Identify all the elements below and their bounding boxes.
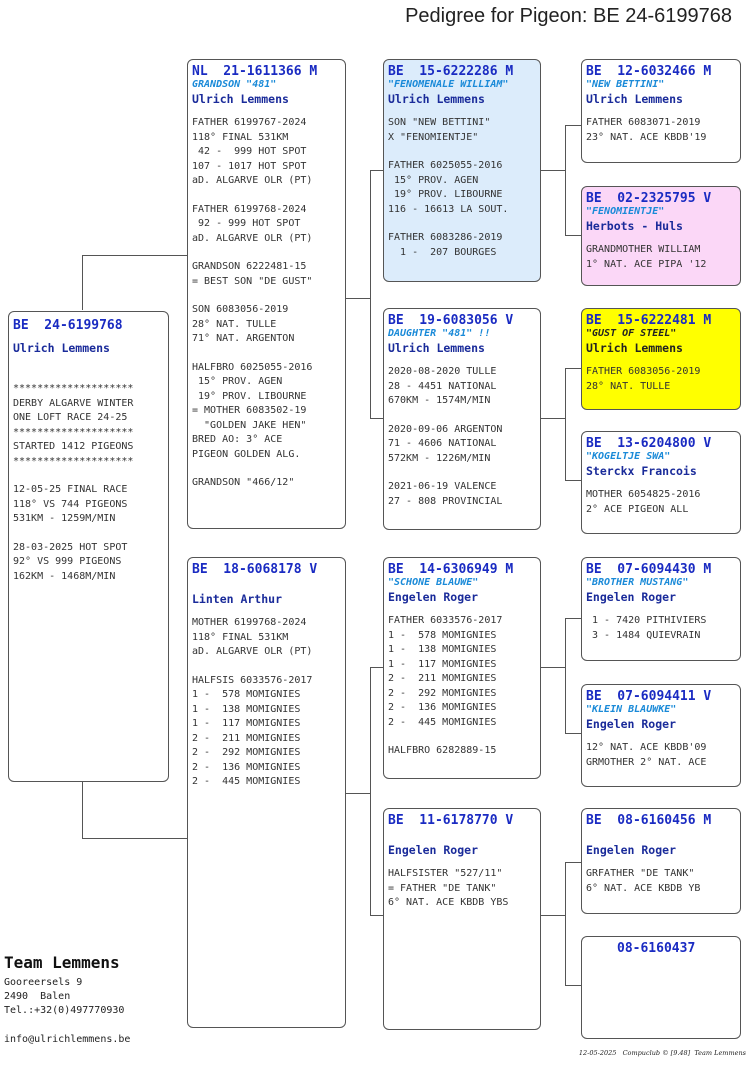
pedigree-card-paternal-grandmother[interactable]	[383, 308, 541, 530]
connector-line	[541, 667, 565, 668]
achievement-text: 12° NAT. ACE KBDB'09 GRMOTHER 2° NAT. ACE	[586, 742, 707, 768]
phone-number: Tel.:+32(0)497770930	[4, 1005, 125, 1016]
pigeon-nickname: "NEW BETTINI"	[586, 79, 665, 90]
achievement-text: GRFATHER "DE TANK" 6° NAT. ACE KBDB YB	[586, 868, 701, 894]
connector-line	[565, 862, 566, 985]
connector-line	[565, 480, 581, 481]
achievement-text: HALFSIS 6033576-2017 1 - 578 MOMIGNIES 1 - 138 MOMIGNIES 1 - 117 MOMIGNIES 2 - 211 MOMIGNIES 2 - 292 MOMIGNIES 2 - 136 MOMIGNIES 2 - 445 MOMIGNIES	[192, 674, 313, 787]
email-link[interactable]: info@ulrichlemmens.be	[4, 1034, 131, 1045]
connector-line	[565, 125, 581, 126]
pedigree-card-father[interactable]	[187, 59, 346, 529]
pedigree-card-great-grandmother-1[interactable]	[581, 186, 741, 286]
pigeon-nickname: "FENOMIENTJE"	[586, 206, 665, 217]
ring-number: BE 14-6306949 M	[388, 562, 514, 577]
breeder-name: Sterckx Francois	[586, 464, 697, 478]
connector-line	[346, 793, 370, 794]
achievement-text: HALFBRO 6282889-15	[388, 745, 497, 756]
print-credit: 12-05-2025 Compuclub © [9.48] Team Lemmens	[578, 1049, 746, 1057]
achievement-text: FATHER 6083286-2019 1 - 207 BOURGES	[388, 232, 503, 258]
connector-line	[565, 235, 581, 236]
achievement-text: 2020-09-06 ARGENTON 71 - 4606 NATIONAL 572KM - 1226M/MIN	[388, 423, 503, 464]
connector-line	[565, 368, 566, 480]
page-title: Pedigree for Pigeon: BE 24-6199768	[405, 5, 732, 27]
pedigree-card-great-grandmother-3[interactable]	[581, 684, 741, 787]
city-address: 2490 Balen	[4, 991, 71, 1002]
connector-line	[565, 985, 581, 986]
connector-line	[370, 915, 383, 916]
achievement-text: SON 6083056-2019 28° NAT. TULLE 71° NAT. ARGENTON	[192, 304, 295, 344]
connector-line	[370, 170, 383, 171]
achievement-text: HALFSISTER "527/11" = FATHER "DE TANK" 6° NAT. ACE KBDB YBS	[388, 868, 509, 908]
breeder-name: Ulrich Lemmens	[388, 92, 485, 106]
ring-number: BE 19-6083056 V	[388, 313, 514, 328]
breeder-name: Ulrich Lemmens	[13, 341, 110, 355]
ring-number: 08-6160437	[617, 941, 696, 956]
achievement-text: HALFBRO 6025055-2016 15° PROV. AGEN 19° PROV. LIBOURNE = MOTHER 6083502-19 "GOLDEN JAKE HEN" BRED AO: 3° ACE PIGEON GOLDEN ALG.	[192, 361, 313, 460]
ring-number: BE 07-6094430 M	[586, 562, 712, 577]
ring-number: BE 13-6204800 V	[586, 436, 712, 451]
breeder-name: Ulrich Lemmens	[586, 341, 683, 355]
achievement-text: 1 - 7420 PITHIVIERS 3 - 1484 QUIEVRAIN	[592, 615, 707, 641]
connector-line	[541, 418, 565, 419]
achievement-text: FATHER 6083071-2019 23° NAT. ACE KBDB'19	[586, 117, 707, 143]
breeder-name: Engelen Roger	[388, 843, 479, 857]
pedigree-card-great-grandfather-2[interactable]	[581, 308, 741, 410]
pigeon-nickname: GRANDSON "481"	[192, 79, 277, 90]
pigeon-nickname: DAUGHTER "481" !!	[388, 328, 491, 339]
breeder-name: Engelen Roger	[586, 843, 677, 857]
connector-line	[82, 255, 187, 256]
breeder-name: Ulrich Lemmens	[388, 341, 485, 355]
pigeon-nickname: "FENOMENALE WILLIAM"	[388, 79, 509, 90]
pedigree-card-great-grandmother-4[interactable]	[581, 936, 741, 1039]
pedigree-card-mother[interactable]	[187, 557, 346, 1028]
breeder-name: Linten Arthur	[192, 592, 283, 606]
connector-line	[370, 170, 371, 418]
ring-number: BE 18-6068178 V	[192, 562, 318, 577]
achievement-text: FATHER 6199768-2024 92 - 999 HOT SPOT aD. ALGARVE OLR (PT)	[192, 203, 313, 244]
pigeon-nickname: "GUST OF STEEL"	[586, 328, 677, 339]
achievement-text: 28-03-2025 HOT SPOT 92° VS 999 PIGEONS 162KM - 1468M/MIN	[13, 541, 128, 582]
connector-line	[370, 418, 383, 419]
ring-number: BE 15-6222481 M	[586, 313, 712, 328]
pedigree-card-subject[interactable]	[8, 311, 169, 782]
ring-number: BE 12-6032466 M	[586, 64, 712, 79]
connector-line	[370, 667, 371, 915]
street-address: Gooreersels 9	[4, 977, 83, 988]
achievement-text: GRANDMOTHER WILLIAM 1° NAT. ACE PIPA '12	[586, 244, 707, 270]
achievement-text: GRANDSON 6222481-15 = BEST SON "DE GUST"	[192, 261, 313, 287]
breeder-name: Engelen Roger	[586, 590, 677, 604]
achievement-text: FATHER 6033576-2017 1 - 578 MOMIGNIES 1 - 138 MOMIGNIES 1 - 117 MOMIGNIES 2 - 211 MOMIGNIES 2 - 292 MOMIGNIES 2 - 136 MOMIGNIES 2 - 445 MOMIGNIES	[388, 615, 503, 728]
pigeon-nickname: "BROTHER MUSTANG"	[586, 577, 689, 588]
connector-line	[565, 733, 581, 734]
connector-line	[541, 170, 565, 171]
pedigree-card-maternal-grandmother[interactable]	[383, 808, 541, 1030]
ring-number: BE 08-6160456 M	[586, 813, 712, 828]
achievement-text: SON "NEW BETTINI" X "FENOMIENTJE"	[388, 117, 491, 143]
pedigree-card-great-grandfather-1[interactable]	[581, 59, 741, 163]
connector-line	[82, 782, 83, 838]
connector-line	[565, 862, 581, 863]
breeder-name: Engelen Roger	[388, 590, 479, 604]
connector-line	[565, 618, 566, 733]
connector-line	[370, 667, 383, 668]
achievement-text: MOTHER 6054825-2016 2° ACE PIGEON ALL	[586, 489, 701, 515]
achievement-text: 12-05-25 FINAL RACE 118° VS 744 PIGEONS 531KM - 1259M/MIN	[13, 484, 128, 524]
achievement-text: FATHER 6083056-2019 28° NAT. TULLE	[586, 366, 701, 392]
team-name: Team Lemmens	[4, 953, 120, 972]
connector-line	[541, 915, 565, 916]
achievement-text: ******************** DERBY ALGARVE WINTER ONE LOFT RACE 24-25 ******************** STARTED 1412 PIGEONS ********************	[13, 383, 134, 467]
connector-line	[565, 368, 581, 369]
ring-number: BE 07-6094411 V	[586, 689, 712, 704]
pedigree-card-maternal-grandfather[interactable]	[383, 557, 541, 779]
breeder-name: Ulrich Lemmens	[192, 92, 289, 106]
connector-line	[565, 618, 581, 619]
connector-line	[82, 838, 187, 839]
connector-line	[346, 298, 370, 299]
ring-number: BE 02-2325795 V	[586, 191, 712, 206]
achievement-text: FATHER 6199767-2024 118° FINAL 531KM 42 - 999 HOT SPOT 107 - 1017 HOT SPOT aD. ALGARVE OLR (PT)	[192, 117, 313, 186]
ring-number: BE 11-6178770 V	[388, 813, 514, 828]
breeder-name: Ulrich Lemmens	[586, 92, 683, 106]
pigeon-nickname: "SCHONE BLAUWE"	[388, 577, 479, 588]
pigeon-nickname: "KLEIN BLAUWKE"	[586, 704, 677, 715]
pedigree-card-paternal-grandfather[interactable]	[383, 59, 541, 282]
ring-number: BE 15-6222286 M	[388, 64, 514, 79]
pigeon-nickname: "KOGELTJE SWA"	[586, 451, 671, 462]
breeder-name: Herbots - Huls	[586, 219, 683, 233]
ring-number: NL 21-1611366 M	[192, 64, 318, 79]
achievement-text: MOTHER 6199768-2024 118° FINAL 531KM aD. ALGARVE OLR (PT)	[192, 617, 313, 657]
achievement-text: 2021-06-19 VALENCE 27 - 808 PROVINCIAL	[388, 481, 503, 507]
breeder-contact	[4, 953, 124, 1018]
achievement-text: FATHER 6025055-2016 15° PROV. AGEN 19° PROV. LIBOURNE 116 - 16613 LA SOUT.	[388, 160, 509, 215]
ring-number: BE 24-6199768	[13, 318, 123, 333]
pedigree-card-great-grandmother-2[interactable]	[581, 431, 741, 534]
achievement-text: GRANDSON "466/12"	[192, 477, 295, 488]
connector-line	[82, 255, 83, 310]
pedigree-card-great-grandfather-4[interactable]	[581, 808, 741, 914]
achievement-text: 2020-08-2020 TULLE 28 - 4451 NATIONAL 670KM - 1574M/MIN	[388, 366, 497, 406]
connector-line	[565, 125, 566, 235]
breeder-name: Engelen Roger	[586, 717, 677, 731]
pedigree-card-great-grandfather-3[interactable]	[581, 557, 741, 661]
